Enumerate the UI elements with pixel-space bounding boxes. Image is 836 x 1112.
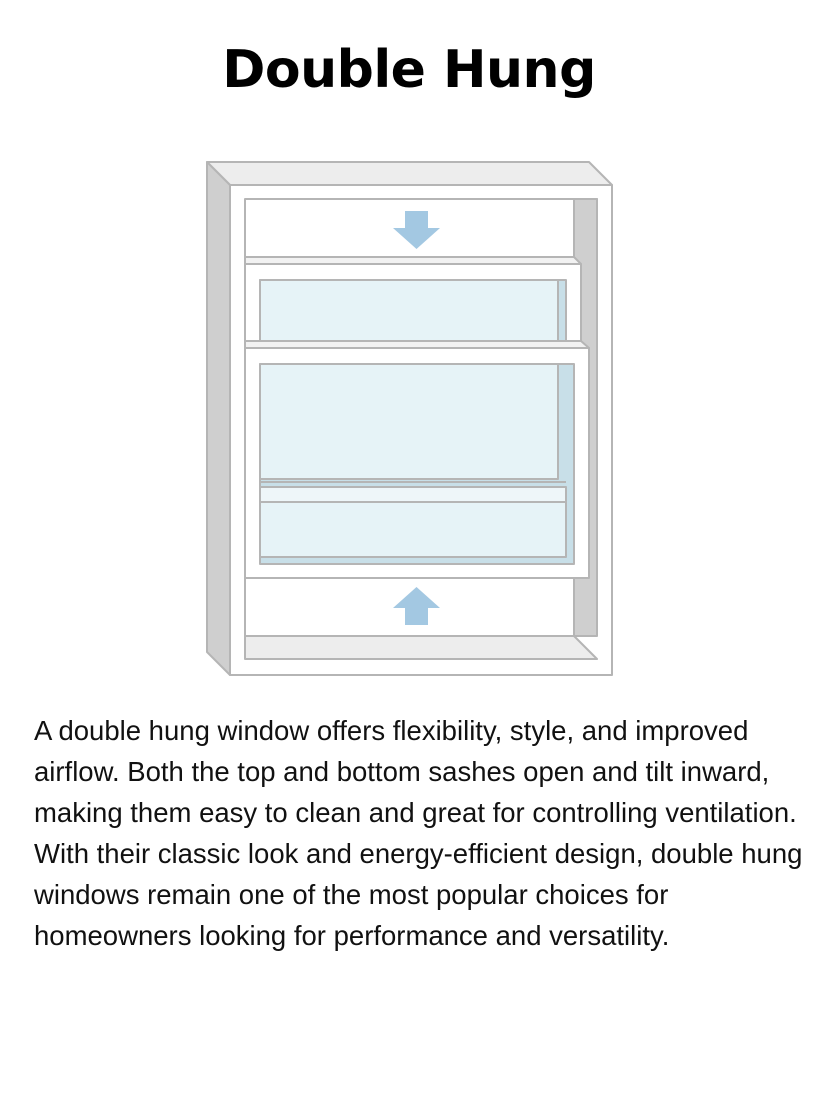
upper-sash-glass <box>260 280 558 344</box>
lower-sash-glass <box>260 502 566 557</box>
upper-sash-top <box>245 257 581 264</box>
double-hung-window-icon <box>200 155 620 680</box>
page-title: Double Hung <box>222 40 596 100</box>
description-text: A double hung window offers flexibility, style, and improved airflow. Both the top and bottom sashes open and tilt inward, making them easy to clean and great for controlling ventilation. With their classic look and energy-efficient design, double hung windows remain one of the most popular choices for homeowners looking for performance and versatility. <box>34 715 803 951</box>
upper-glass-behind <box>260 364 558 479</box>
meeting-rail <box>260 487 566 502</box>
frame-sill <box>245 636 597 659</box>
frame-left-side <box>207 162 230 675</box>
frame-top-bevel <box>207 162 612 185</box>
lower-sash-top <box>245 341 589 348</box>
